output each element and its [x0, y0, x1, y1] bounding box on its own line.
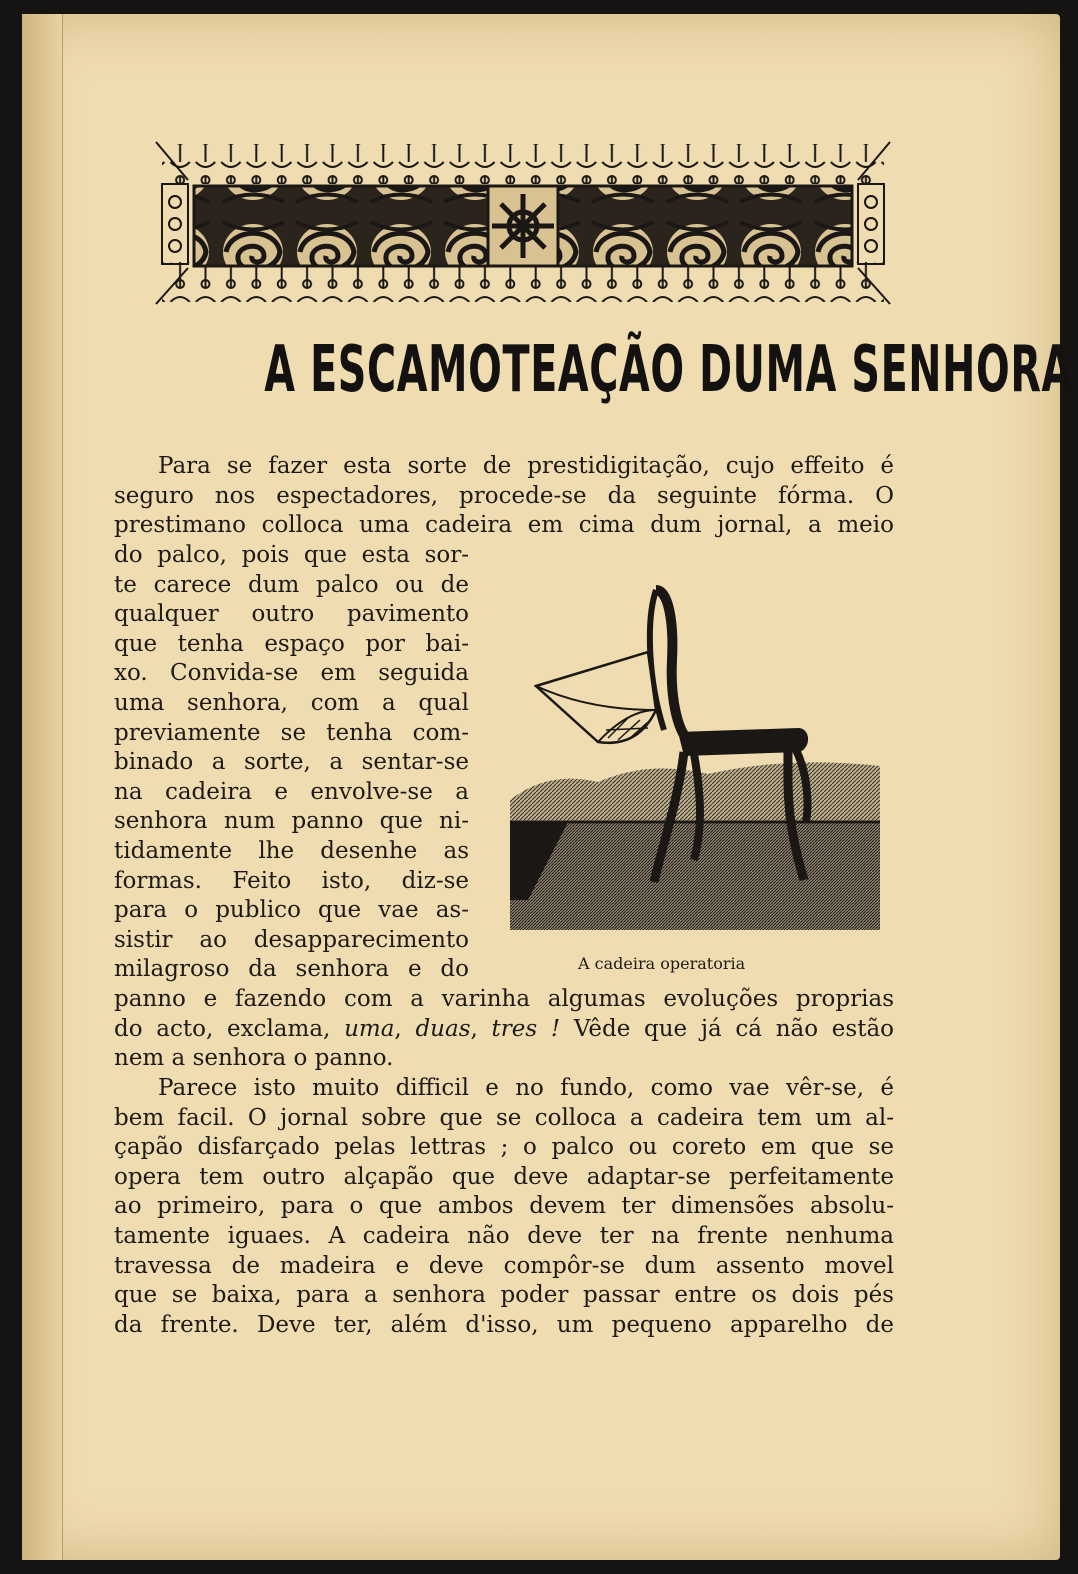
text-line: çapão disfarçado pelas lettras ; o palco ou coreto em que se — [114, 1134, 894, 1161]
text-line: nem a senhora o panno. — [114, 1045, 394, 1072]
text-line: xo. Convida-se em seguida — [114, 660, 469, 687]
paragraph-1-bottom — [114, 985, 894, 1074]
text-line: opera tem outro alçapão que deve adaptar-se perfeitamente — [114, 1163, 894, 1190]
text-line: qualquer outro pavimento — [114, 601, 469, 628]
text-line: Parece isto muito difficil e no fundo, como vae vêr-se, é — [158, 1075, 894, 1101]
text-line: tidamente lhe desenhe as — [114, 837, 469, 864]
text-line: bem facil. O jornal sobre que se colloca a cadeira tem um al- — [114, 1104, 894, 1131]
text-line: formas. Feito isto, diz-se — [114, 867, 469, 894]
text-line: do palco, pois que esta sor- — [114, 542, 469, 568]
paragraph-1-narrow — [114, 541, 469, 985]
text-line: binado a sorte, a sentar-se — [114, 749, 469, 776]
text-line: que tenha espaço por bai- — [114, 630, 469, 657]
page-title: A ESCAMOTEAÇÃO DUMA SENHORA — [264, 333, 1073, 407]
text-line: te carece dum palco ou de — [114, 571, 469, 598]
chair-illustration — [488, 560, 888, 940]
text-line: tamente iguaes. A cadeira não deve ter na frente nenhuma — [114, 1222, 894, 1249]
text-line: prestimano colloca uma cadeira em cima dum jornal, a meio — [114, 512, 894, 539]
italic-word: tres ! — [491, 1015, 561, 1042]
text-line: seguro nos espectadores, procede-se da seguinte fórma. O — [114, 482, 894, 509]
text-line: na cadeira e envolve-se a — [114, 778, 469, 805]
paragraph-1-top — [114, 452, 894, 541]
text-line: panno e fazendo com a varinha algumas evoluções proprias — [114, 986, 894, 1012]
text-line: sistir ao desapparecimento — [114, 926, 469, 953]
text-segment: Vêde que já cá não estão — [573, 1015, 894, 1042]
text-line: uma senhora, com a qual — [114, 689, 469, 716]
text-line: que se baixa, para a senhora poder passar entre os dois pés — [114, 1282, 894, 1309]
text-line: ao primeiro, para o que ambos devem ter dimensões absolu- — [114, 1193, 894, 1220]
text-line-mixed: do acto, exclama, uma, duas, tres ! Vêde que já cá não estão — [114, 1015, 894, 1042]
italic-word: uma — [344, 1015, 395, 1042]
text-line: Para se fazer esta sorte de prestidigitação, cujo effeito é — [158, 453, 894, 479]
figure-caption: A cadeira operatoria — [578, 954, 746, 973]
text-line: senhora num panno que ni- — [114, 808, 469, 835]
text-line: para o publico que vae as- — [114, 897, 469, 924]
paragraph-2 — [114, 1074, 894, 1340]
page-gutter — [22, 14, 63, 1560]
text-line: travessa de madeira e deve compôr-se dum assento movel — [114, 1252, 894, 1279]
text-segment: do acto, exclama, — [114, 1015, 331, 1042]
text-line: milagroso da senhora e do — [114, 956, 469, 983]
italic-word: duas — [415, 1015, 471, 1042]
text-line: previamente se tenha com- — [114, 719, 469, 746]
text-line: da frente. Deve ter, além d'isso, um pequeno apparelho de — [114, 1311, 894, 1338]
ornament-header-icon — [142, 132, 904, 310]
